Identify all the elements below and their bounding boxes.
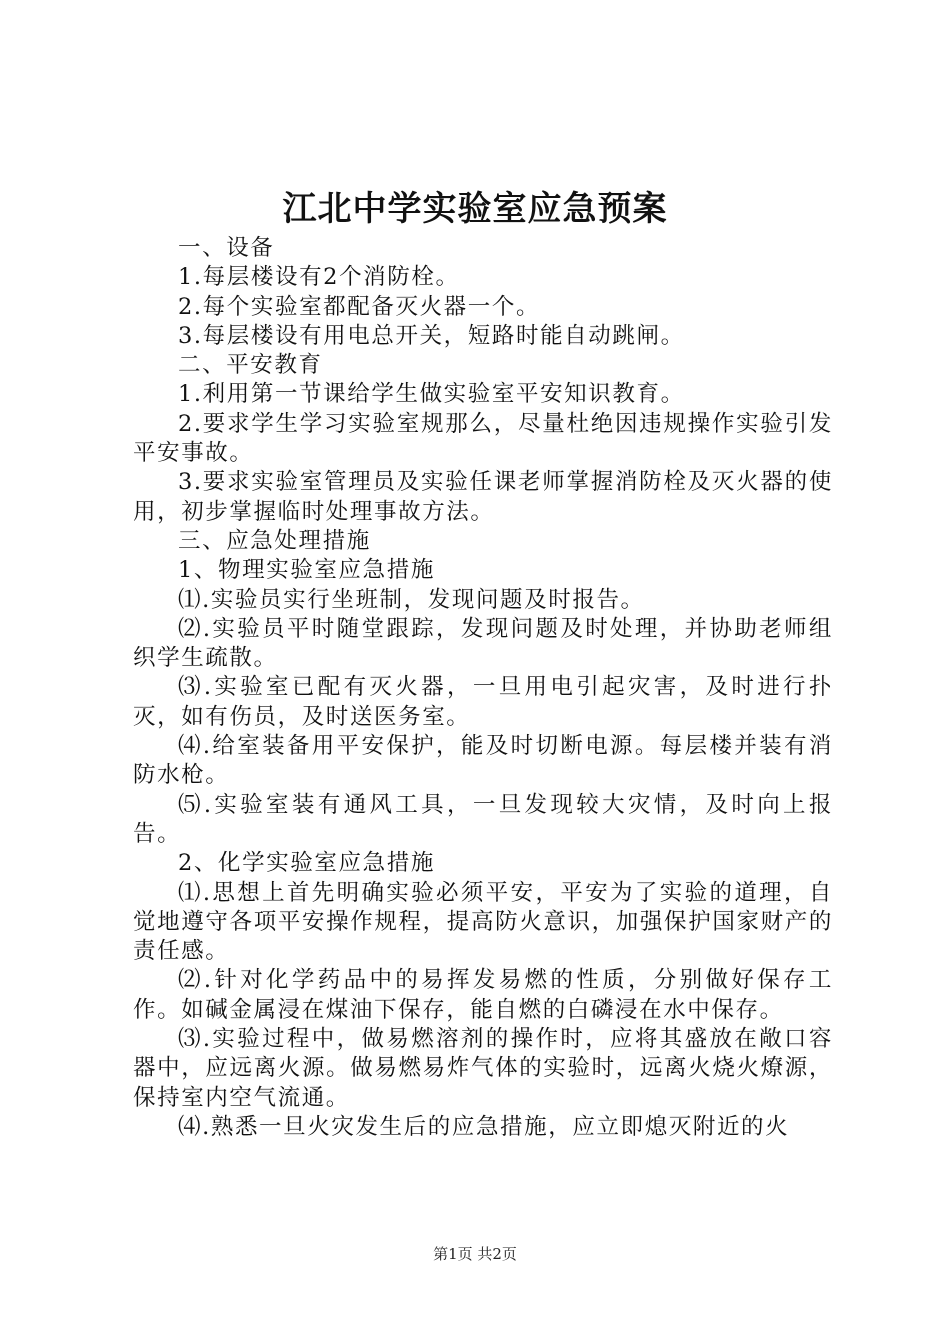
- paragraph: ⑴.实验员实行坐班制，发现问题及时报告。: [178, 586, 645, 613]
- document-body: [133, 234, 833, 1142]
- paragraph: ⑵.实验员平时随堂跟踪，发现问题及时处理，并协助老师组织学生疏散。: [133, 615, 833, 672]
- paragraph: 3.每层楼设有用电总开关，短路时能自动跳闸。: [178, 322, 685, 349]
- paragraph: 1.利用第一节课给学生做实验室平安知识教育。: [178, 381, 685, 408]
- paragraph: 3.要求实验室管理员及实验任课老师掌握消防栓及灭火器的使用，初步掌握临时处理事故方法。: [133, 469, 833, 525]
- section-heading-equipment: 一、设备: [178, 235, 275, 261]
- paragraph: ⑷.熟悉一旦火灾发生后的应急措施，应立即熄灭附近的火: [178, 1113, 790, 1140]
- paragraph: ⑶.实验过程中，做易燃溶剂的操作时，应将其盛放在敞口容器中，应远离火源。做易燃易炸气体的实验时，远离火烧火燎源，保持室内空气流通。: [133, 1026, 833, 1111]
- paragraph: ⑴.思想上首先明确实验必须平安，平安为了实验的道理，自觉地遵守各项平安操作规程，提高防火意识，加强保护国家财产的责任感。: [133, 879, 833, 965]
- page-footer: 第1页 共2页: [433, 1245, 517, 1263]
- paragraph: 2.每个实验室都配备灭火器一个。: [178, 293, 541, 320]
- subsection-heading-physics-lab: 1、物理实验室应急措施: [178, 557, 435, 584]
- subsection-heading-chemistry-lab: 2、化学实验室应急措施: [178, 850, 435, 877]
- paragraph: ⑷.给室装备用平安保护，能及时切断电源。每层楼并装有消防水枪。: [133, 733, 833, 789]
- section-heading-emergency-measures: 三、应急处理措施: [178, 527, 371, 554]
- paragraph: ⑸.实验室装有通风工具，一旦发现较大灾情，及时向上报告。: [133, 791, 833, 847]
- paragraph: 1.每层楼设有2个消防栓。: [178, 264, 460, 291]
- paragraph: 2.要求学生学习实验室规那么，尽量杜绝因违规操作实验引发平安事故。: [133, 410, 833, 467]
- document-title: 江北中学实验室应急预案: [282, 189, 668, 229]
- section-heading-safety-education: 二、平安教育: [178, 352, 323, 379]
- paragraph: ⑵.针对化学药品中的易挥发易燃的性质，分别做好保存工作。如碱金属浸在煤油下保存，能自燃的白磷浸在水中保存。: [133, 967, 833, 1023]
- paragraph: ⑶.实验室已配有灭火器，一旦用电引起灾害，及时进行扑灭，如有伤员，及时送医务室。: [133, 674, 833, 730]
